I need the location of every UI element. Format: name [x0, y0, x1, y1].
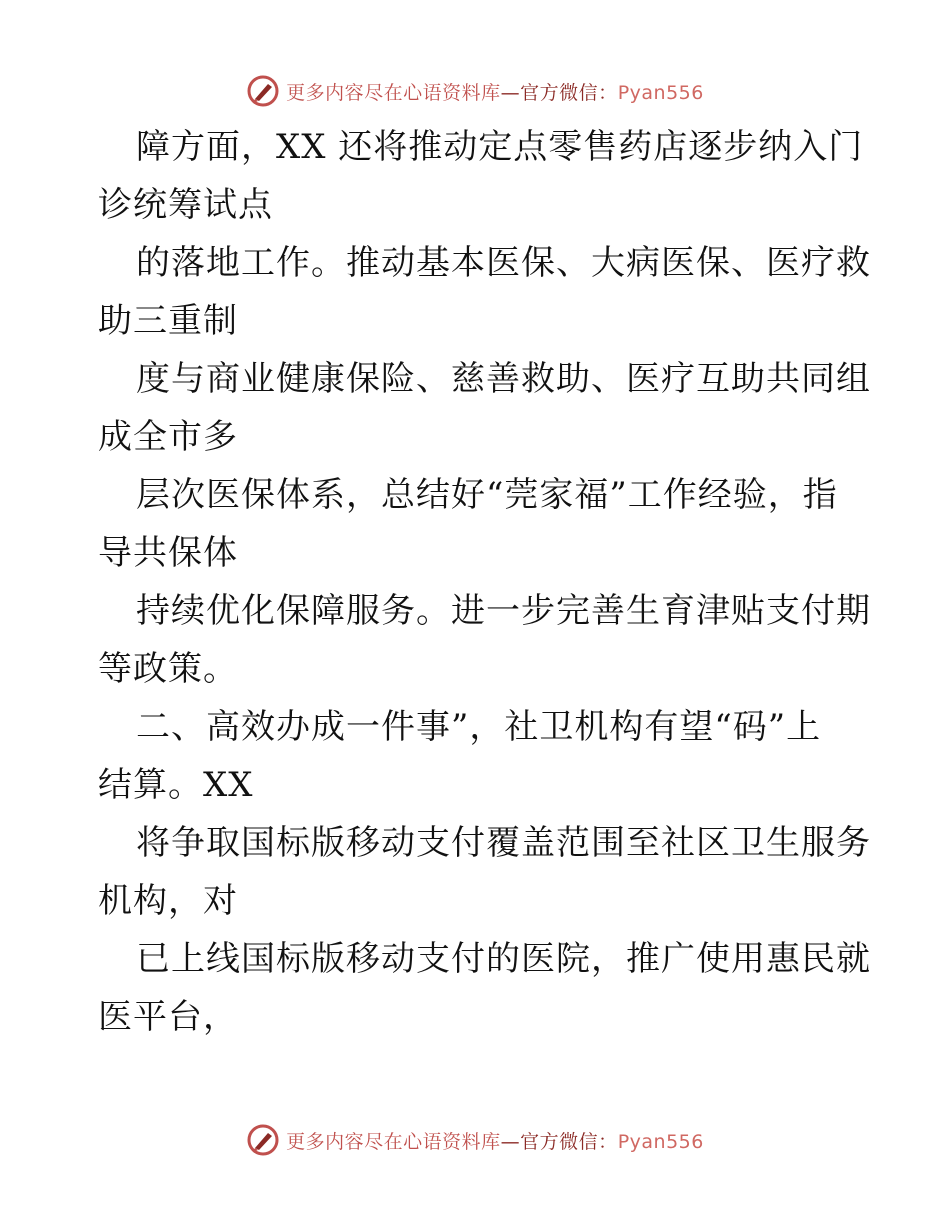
pen-seal-logo-icon [246, 1123, 280, 1157]
pen-seal-logo-icon [246, 74, 280, 108]
banner-wechat-id: Pyan556 [617, 81, 704, 104]
banner-text [286, 78, 704, 105]
paragraph [98, 582, 871, 698]
banner-wechat-id: Pyan556 [617, 1130, 704, 1153]
paragraph [98, 234, 871, 350]
paragraph [98, 930, 871, 1046]
paragraph-first-line: 二、高效办成一件事”，社卫机构有望“码”上 [136, 707, 822, 747]
paragraph [98, 466, 858, 582]
paragraph-first-line: 度与商业健康保险、慈善救助、医疗互助共同组 [136, 359, 871, 399]
banner-main-text: 更多内容尽在心语资料库 [286, 81, 501, 104]
paragraph-continuation: 成全市多 [98, 417, 238, 457]
paragraph [98, 814, 871, 930]
banner-main-text: 更多内容尽在心语资料库 [286, 1130, 501, 1153]
footer-banner [0, 1120, 950, 1160]
banner-text [286, 1127, 704, 1154]
paragraph-continuation: 医平台， [98, 997, 238, 1037]
paragraph [98, 698, 858, 814]
banner-separator: — [500, 81, 521, 104]
paragraph-first-line: 层次医保体系，总结好“莞家福”工作经验，指 [136, 475, 838, 515]
paragraph-continuation: 等政策。 [98, 649, 238, 689]
banner-wechat-label: 官方微信： [520, 81, 618, 104]
body-text [98, 118, 871, 1046]
paragraph-continuation: 导共保体 [98, 533, 238, 573]
header-banner [0, 71, 950, 111]
paragraph-first-line: 已上线国标版移动支付的医院，推广使用惠民就 [136, 939, 871, 979]
paragraph-continuation: 结算。XX [98, 765, 254, 805]
paragraph-continuation: 诊统筹试点 [98, 185, 273, 225]
paragraph [98, 350, 871, 466]
banner-wechat-label: 官方微信： [520, 1130, 618, 1153]
paragraph-first-line: 持续优化保障服务。进一步完善生育津贴支付期 [136, 591, 871, 631]
paragraph [98, 118, 864, 234]
paragraph-first-line: 将争取国标版移动支付覆盖范围至社区卫生服务 [136, 823, 871, 863]
paragraph-continuation: 助三重制 [98, 301, 238, 341]
paragraph-first-line: 的落地工作。推动基本医保、大病医保、医疗救 [136, 243, 871, 283]
banner-separator: — [500, 1130, 521, 1153]
paragraph-first-line: 障方面，XX 还将推动定点零售药店逐步纳入门 [136, 127, 864, 167]
paragraph-continuation: 机构，对 [98, 881, 238, 921]
